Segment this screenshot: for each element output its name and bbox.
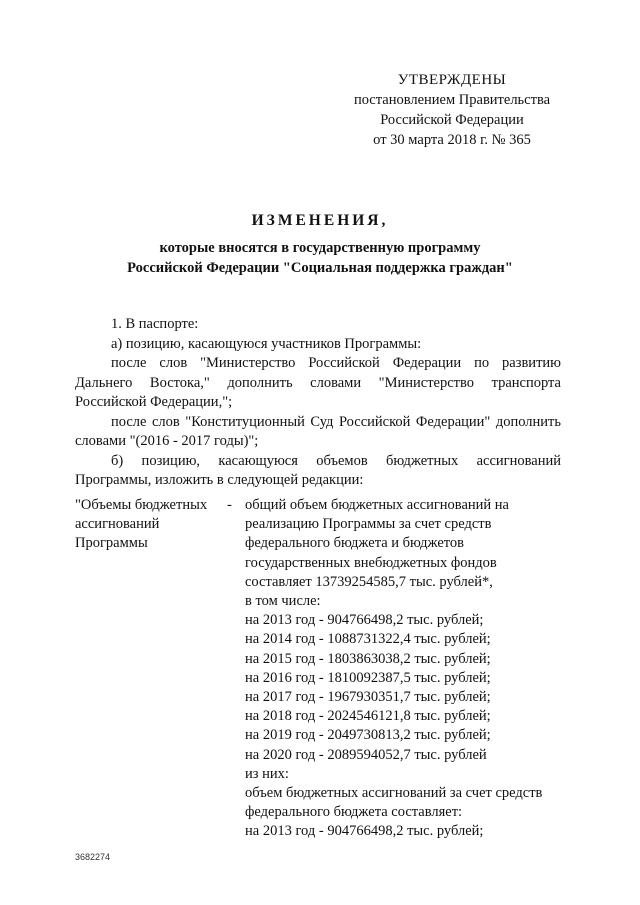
budget-line: на 2013 год - 904766498,2 тыс. рублей; xyxy=(245,823,484,840)
document-body xyxy=(75,315,561,491)
approval-line-3: от 30 марта 2018 г. № 365 xyxy=(373,132,531,148)
budget-line: составляет 13739254585,7 тыс. рублей*, xyxy=(245,573,493,590)
subtitle-line-1: которые вносятся в государственную программу xyxy=(159,240,481,256)
budget-line: на 2017 год - 1967930351,7 тыс. рублей; xyxy=(245,689,491,706)
budget-line: реализацию Программы за счет средств xyxy=(245,516,492,533)
budget-line: на 2019 год - 2049730813,2 тыс. рублей; xyxy=(245,727,491,744)
budget-line: на 2013 год - 904766498,2 тыс. рублей; xyxy=(245,612,484,629)
approval-heading: УТВЕРЖДЕНЫ xyxy=(397,72,507,88)
subtitle-line-2: Российской Федерации "Социальная поддержка граждан" xyxy=(127,260,513,276)
approval-line-1: постановлением Правительства xyxy=(353,92,551,108)
budget-line: на 2018 год - 2024546121,8 тыс. рублей; xyxy=(245,708,491,725)
paragraph-3: после слов "Министерство Российской Федерации по развитию Дальнего Востока," дополнить словами "Министерство транспорта Российской Федерации,"; xyxy=(75,355,561,410)
budget-label-cell xyxy=(75,496,225,554)
budget-line: на 2014 год - 1088731322,4 тыс. рублей; xyxy=(245,631,491,648)
budget-line: объем бюджетных ассигнований за счет средств xyxy=(245,785,543,802)
budget-line: федерального бюджета и бюджетов xyxy=(245,535,465,552)
budget-line: федерального бюджета составляет: xyxy=(245,804,463,821)
budget-value-cell xyxy=(245,496,565,842)
budget-label-line: "Объемы бюджетных xyxy=(75,497,208,513)
budget-line: из них: xyxy=(245,765,289,782)
approval-block xyxy=(332,70,572,150)
budget-dash: - xyxy=(227,497,232,513)
budget-label-line: ассигнований xyxy=(75,516,160,533)
paragraph-4: после слов "Конституционный Суд Российской Федерации" дополнить словами "(2016 - 2017 годы)"; xyxy=(75,413,561,449)
document-number: 3682274 xyxy=(75,852,111,862)
paragraph-5: б) позицию, касающуюся объемов бюджетных ассигнований Программы, изложить в следующей редакции: xyxy=(75,452,561,488)
budget-line: общий объем бюджетных ассигнований на xyxy=(245,497,509,513)
budget-line: на 2020 год - 2089594052,7 тыс. рублей xyxy=(245,746,487,763)
approval-line-2: Российской Федерации xyxy=(380,112,524,128)
budget-line: на 2015 год - 1803863038,2 тыс. рублей; xyxy=(245,650,491,667)
document-subtitle xyxy=(0,238,640,278)
budget-line: на 2016 год - 1810092387,5 тыс. рублей; xyxy=(245,669,491,686)
document-title: ИЗМЕНЕНИЯ, xyxy=(251,212,389,229)
paragraph-2: а) позицию, касающуюся участников Программы: xyxy=(111,335,422,352)
budget-line: государственных внебюджетных фондов xyxy=(245,554,497,571)
budget-line: в том числе: xyxy=(245,593,321,610)
paragraph-1: 1. В паспорте: xyxy=(111,316,199,332)
budget-label-line: Программы xyxy=(75,535,148,552)
